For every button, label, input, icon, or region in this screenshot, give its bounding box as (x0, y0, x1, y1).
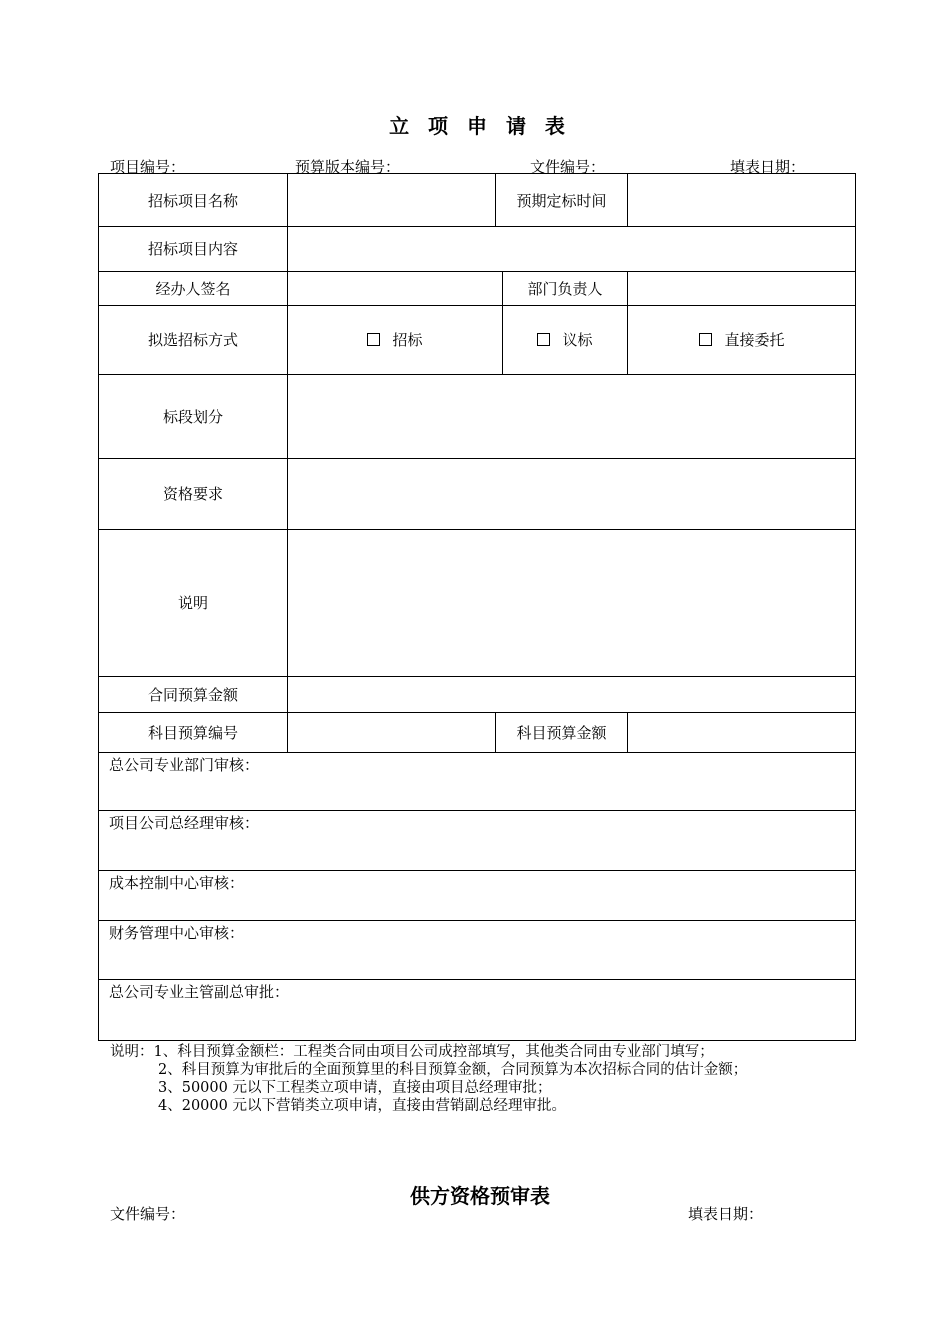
expected-award-time-field[interactable] (628, 174, 856, 226)
bid-project-name-label: 招标项目名称 (147, 191, 238, 210)
checkbox-icon[interactable] (367, 333, 380, 346)
bid-project-content-field[interactable] (288, 226, 856, 271)
review-vp-label: 总公司专业主管副总审批： (109, 983, 290, 1001)
file-no-label: 文件编号： (530, 158, 606, 176)
contract-budget-field[interactable] (288, 676, 856, 712)
fill-date-label: 填表日期： (730, 158, 806, 176)
qualification-field[interactable] (288, 458, 856, 529)
qualification-label: 资格要求 (162, 485, 223, 503)
budget-version-no-label: 预算版本编号： (295, 158, 401, 176)
option-bidding-label: 招标 (392, 331, 423, 349)
option-direct-label: 直接委托 (724, 331, 785, 349)
checkbox-icon[interactable] (699, 333, 712, 346)
expected-award-time-label: 预期定标时间 (516, 191, 607, 210)
subject-budget-no-label: 科目预算编号 (147, 723, 238, 742)
review-cost-label: 成本控制中心审核： (109, 874, 245, 892)
subject-budget-amount-field[interactable] (628, 712, 856, 752)
note-1: 说明：1、科目预算金额栏：工程类合同由项目公司成控部填写，其他类合同由专业部门填写； (110, 1044, 714, 1060)
second-form-file-no-label: 文件编号： (110, 1205, 186, 1223)
description-label: 说明 (177, 594, 208, 612)
application-form-table (98, 173, 856, 1041)
page-title: 立 项 申 请 表 (389, 114, 571, 138)
note-4: 4、20000 元以下营销类立项申请，直接由营销副总经理审批。 (158, 1098, 566, 1114)
description-field[interactable] (288, 529, 856, 676)
review-gm-label: 项目公司总经理审核： (109, 814, 260, 832)
handler-signature-label: 经办人签名 (155, 279, 231, 298)
option-negotiation-label: 议标 (562, 331, 593, 349)
dept-head-field[interactable] (628, 271, 856, 305)
note-3: 3、50000 元以下工程类立项申请，直接由项目总经理审批； (158, 1080, 552, 1096)
handler-signature-field[interactable] (288, 271, 502, 305)
proposed-method-label: 拟选招标方式 (147, 331, 238, 349)
option-bidding[interactable] (288, 305, 502, 374)
review-finance-label: 财务管理中心审核： (109, 924, 245, 942)
section-division-field[interactable] (288, 374, 856, 458)
bid-project-content-label: 招标项目内容 (147, 240, 238, 258)
section-division-label: 标段划分 (162, 407, 223, 426)
subject-budget-no-field[interactable] (288, 712, 495, 752)
project-no-label: 项目编号： (110, 158, 186, 176)
bid-project-name-field[interactable] (288, 174, 495, 226)
note-2: 2、科目预算为审批后的全面预算里的科目预算金额，合同预算为本次招标合同的估计金额； (158, 1062, 748, 1078)
subject-budget-amount-label: 科目预算金额 (516, 723, 607, 742)
option-direct[interactable] (628, 305, 856, 374)
dept-head-label: 部门负责人 (527, 279, 603, 298)
second-form-title: 供方资格预审表 (410, 1184, 550, 1208)
contract-budget-label: 合同预算金额 (147, 685, 238, 704)
option-negotiation[interactable] (503, 305, 627, 374)
notes (110, 1043, 747, 1115)
checkbox-icon[interactable] (537, 333, 550, 346)
second-form-fill-date-label: 填表日期： (688, 1205, 764, 1223)
review-dept-label: 总公司专业部门审核： (109, 756, 260, 774)
